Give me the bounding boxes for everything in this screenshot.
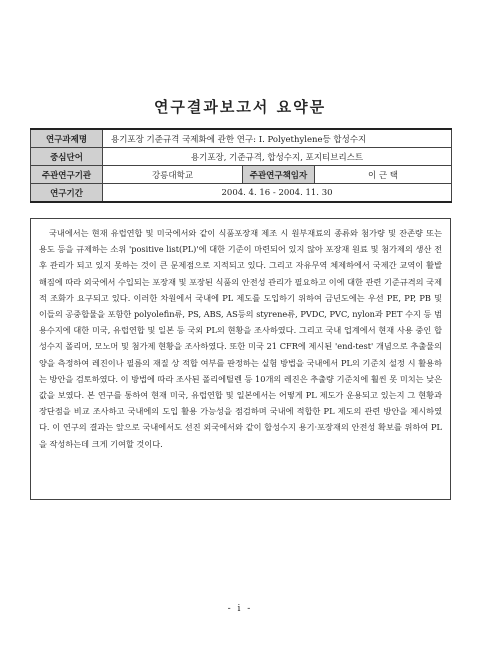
principal-investigator-label: 주관연구책임자 bbox=[243, 166, 315, 184]
table-row bbox=[31, 184, 452, 203]
institution-label: 주관연구기관 bbox=[31, 166, 103, 184]
page-number: - i - bbox=[227, 604, 253, 614]
document-title: 연구결과보고서 요약문 bbox=[153, 98, 327, 116]
abstract-text: 국내에서는 현재 유럽연합 및 미국에서와 같이 식품포장재 제조 시 원부재료의 종류와 첨가량 및 잔존량 또는 용도 등을 규제하는 소위 'positive list(PL)'에 대한 기준이 마련되어 있지 않아 포장재 원료 및 첨가제의 생산 전후 관리가 되고 있지 못하는 것이 큰 문제점으로 지적되고 있다. 그리고 자유무역 체제하에서 국제간 교역이 활발해짐에 따라 외국에서 수입되는 포장재 및 포장된 식품의 안전성 관리가 필요하고 이에 대한 관련 기준규격의 국제적 조화가 요구되고 있다. 이러한 차원에서 국내에 PL 제도를 도입하기 위하여 금년도에는 우선 PE, PP, PB 및 이들의 공중합물을 포함한 polyolefin류, PS, ABS, AS등의 styrene류, PVDC, PVC, nylon과 PET 수지 등 범용수지에 대한 미국, 유럽연합 및 일본 등 국외 PL의 현황을 조사하였다. 그리고 국내 업계에서 현재 사용 중인 합성수지 폴리머, 모노머 및 첨가제 현황을 조사하였다. 또한 미국 21 CFR에 제시된 'end-test' 개념으로 추출물의 양을 측정하여 레진이나 필름의 재질 상 적합 여부를 판정하는 실험 방법을 국내에서 PL의 기준치 설정 시 활용하는 방안을 검토하였다. 이 방법에 따라 조사된 폴리에틸렌 등 10개의 레진은 추출량 기준치에 훨씬 못 미치는 낮은 값을 보였다. 본 연구를 통하여 현재 미국, 유럽연합 및 일본에서는 어떻게 PL 제도가 운용되고 있는지 그 현황과 장단점을 비교 조사하고 국내에의 도입 활용 가능성을 점검하며 국내에 적합한 PL 제도의 관련 방안을 제시하였다. 이 연구의 결과는 앞으로 국내에서도 선진 외국에서와 같이 합성수지 용기·포장재의 안전성 확보를 위하여 PL을 작성하는데 크게 기여할 것이다. bbox=[39, 228, 442, 449]
table-row bbox=[31, 129, 452, 148]
keywords-value: 용기포장, 기준규격, 합성수지, 포지티브리스트 bbox=[103, 148, 452, 166]
table-row bbox=[31, 166, 452, 184]
institution-value: 강릉대학교 bbox=[103, 166, 243, 184]
project-title-label: 연구과제명 bbox=[31, 129, 103, 148]
table-row bbox=[31, 148, 452, 166]
project-title-value: 용기포장 기준규격 국제화에 관한 연구: I. Polyethylene등 합성수지 bbox=[103, 129, 452, 148]
keywords-label: 중심단어 bbox=[31, 148, 103, 166]
period-value: 2004. 4. 16 - 2004. 11. 30 bbox=[103, 184, 452, 203]
project-info-table bbox=[30, 128, 452, 203]
period-label: 연구기간 bbox=[31, 184, 103, 203]
principal-investigator-value: 이 근 택 bbox=[315, 166, 452, 184]
abstract-box bbox=[30, 218, 451, 500]
